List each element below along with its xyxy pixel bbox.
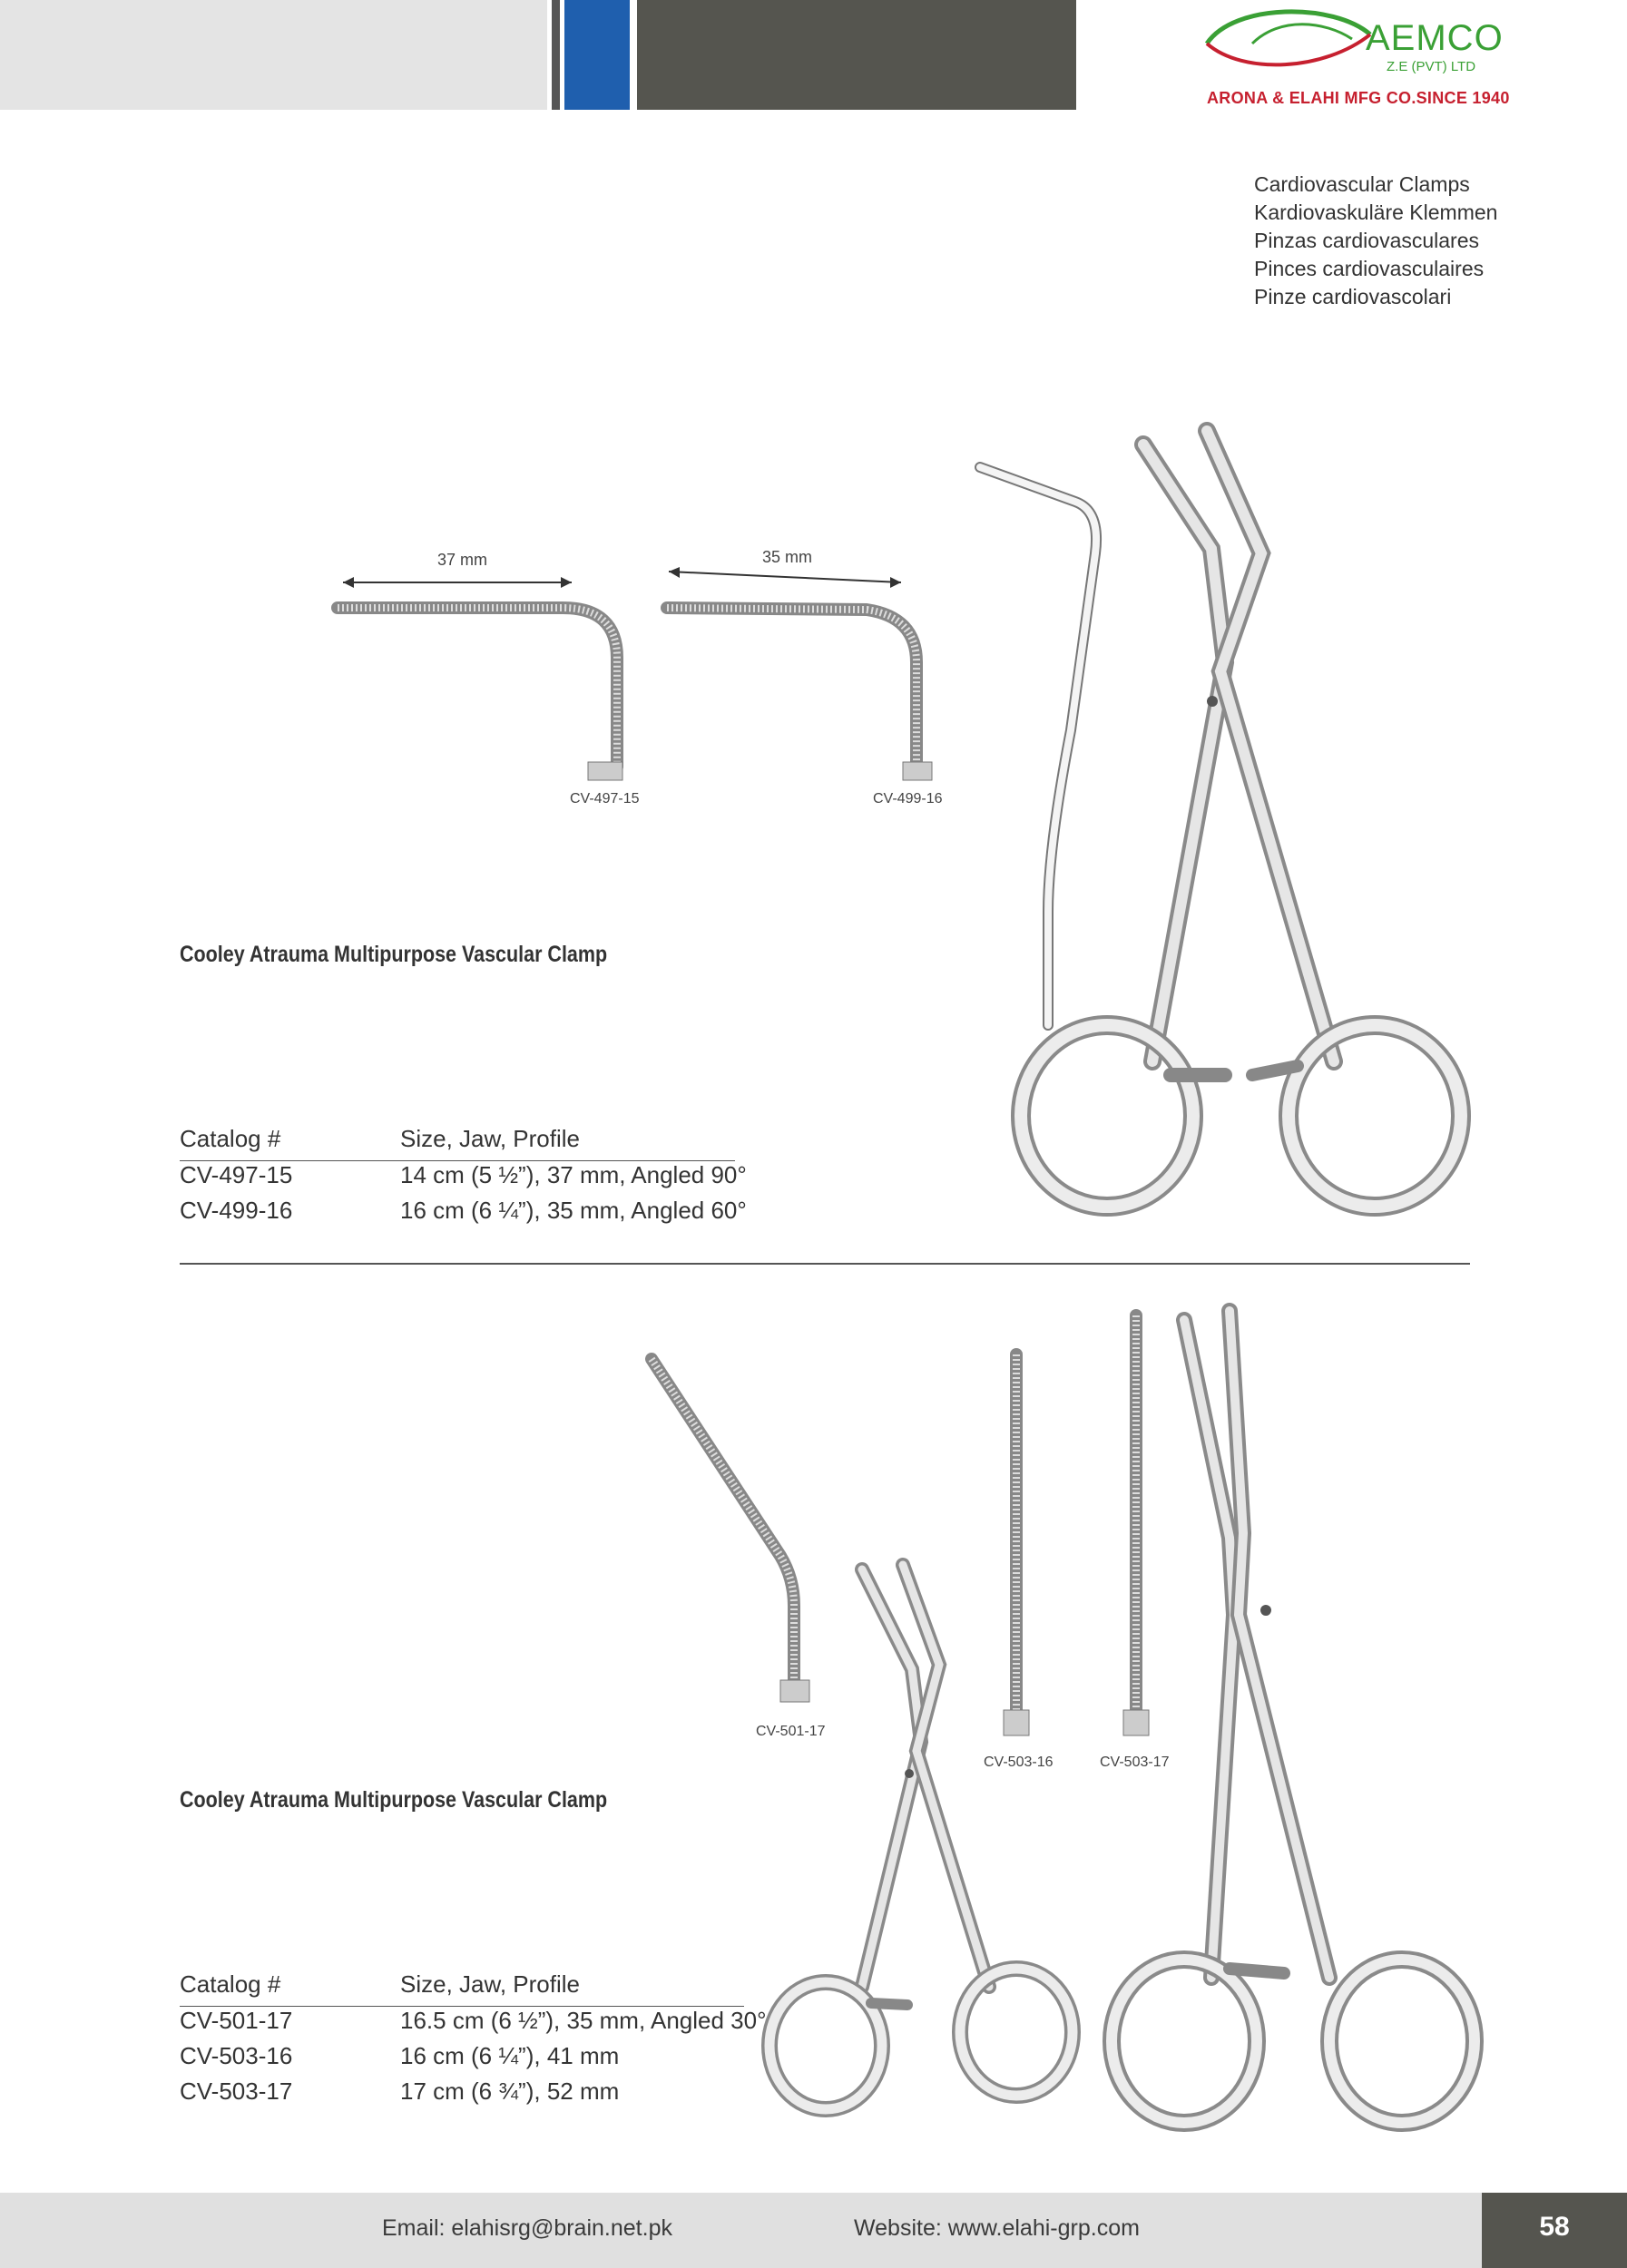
section-title: Cooley Atrauma Multipurpose Vascular Clamp <box>180 1787 608 1813</box>
section-divider <box>180 1263 1470 1265</box>
header-bar-stripe <box>552 0 560 110</box>
table-header-row <box>180 1125 735 1161</box>
catalog-number: CV-499-16 <box>180 1197 293 1224</box>
table-row <box>180 2042 744 2077</box>
logo-tagline: ARONA & ELAHI MFG CO.SINCE 1940 <box>1207 89 1510 107</box>
footer-email: Email: elahisrg@brain.net.pk <box>382 2215 672 2241</box>
logo-swoosh-icon <box>1198 7 1379 71</box>
catalog-number: CV-503-16 <box>180 2042 293 2069</box>
section-title: Cooley Atrauma Multipurpose Vascular Clamp <box>180 942 608 967</box>
spec: 16 cm (6 ¼”), 41 mm <box>400 2042 620 2069</box>
catalog-number: CV-503-17 <box>180 2077 293 2105</box>
table-row <box>180 1197 747 1232</box>
footer-website: Website: www.elahi-grp.com <box>854 2215 1140 2241</box>
page-number: 58 <box>1539 2212 1570 2242</box>
column-header: Catalog # <box>180 1970 281 1998</box>
column-header: Size, Jaw, Profile <box>400 1970 580 1998</box>
image-label: CV-499-16 <box>873 791 943 807</box>
table-row <box>180 2007 767 2042</box>
image-label: CV-501-17 <box>756 1724 826 1739</box>
category-title: Cardiovascular Clamps <box>1254 172 1470 196</box>
header-bar-blue <box>564 0 630 110</box>
category-title: Kardiovaskuläre Klemmen <box>1254 200 1498 224</box>
spec: 14 cm (5 ½”), 37 mm, Angled 90° <box>400 1161 747 1188</box>
logo-name: AEMCO <box>1366 18 1504 58</box>
spec: 16 cm (6 ¼”), 35 mm, Angled 60° <box>400 1197 747 1224</box>
dimension-label: 35 mm <box>762 548 813 566</box>
category-title: Pinze cardiovascolari <box>1254 285 1452 308</box>
catalog-number: CV-501-17 <box>180 2007 293 2034</box>
column-header: Catalog # <box>180 1125 281 1152</box>
logo-subtitle: Z.E (PVT) LTD <box>1387 59 1476 74</box>
category-titles <box>1254 171 1497 311</box>
catalog-number: CV-497-15 <box>180 1161 293 1188</box>
table-header-row <box>180 1970 744 2007</box>
header-bar-grey <box>0 0 547 110</box>
catalog-table <box>180 1125 747 1232</box>
column-header: Size, Jaw, Profile <box>400 1125 580 1152</box>
category-title: Pinces cardiovasculaires <box>1254 257 1485 280</box>
catalog-table <box>180 1970 767 2113</box>
dimension-label: 37 mm <box>437 551 488 569</box>
header-bar-dark <box>637 0 1076 110</box>
clamp-instrument-image <box>998 426 1488 1225</box>
spec: 16.5 cm (6 ½”), 35 mm, Angled 30° <box>400 2007 767 2034</box>
image-label: CV-503-17 <box>1100 1755 1170 1770</box>
table-row <box>180 1161 747 1197</box>
image-label: CV-497-15 <box>570 791 640 807</box>
clamp-straight-instrument-image <box>1103 1306 1484 2123</box>
spec: 17 cm (6 ¾”), 52 mm <box>400 2077 620 2105</box>
category-title: Pinzas cardiovasculares <box>1254 229 1480 252</box>
clamp-angled-instrument-image <box>762 1560 1089 2105</box>
table-row <box>180 2077 744 2113</box>
jaw-60-image <box>658 544 948 780</box>
footer-bar <box>0 2193 1627 2268</box>
jaw-90-image <box>327 544 653 780</box>
image-label: CV-503-16 <box>984 1755 1054 1770</box>
